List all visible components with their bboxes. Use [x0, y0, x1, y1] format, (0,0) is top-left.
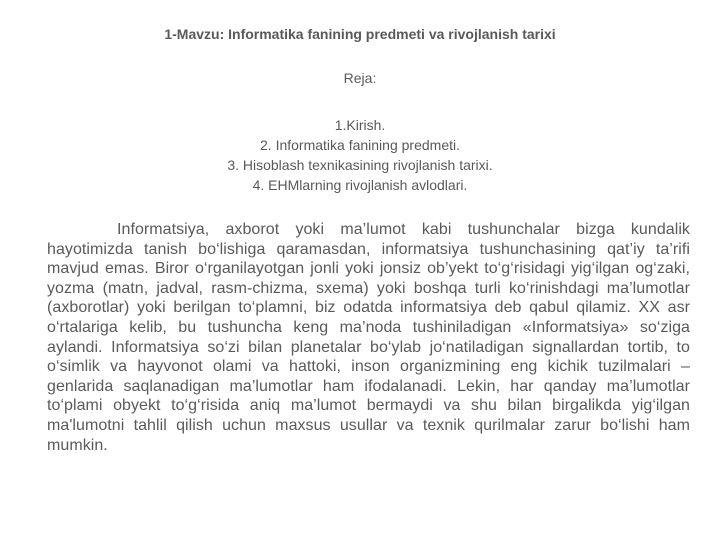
plan-item: 2. Informatika fanining predmeti. — [260, 137, 460, 153]
plan-item: 1.Kirish. — [334, 117, 386, 133]
plan-item: 3. Hisoblash texnikasining rivojlanish tarixi. — [227, 157, 493, 173]
slide-title: 1-Mavzu: Informatika fanining predmeti va rivojlanish tarixi — [164, 26, 556, 42]
plan-item: 4. EHMlarning rivojlanish avlodlari. — [252, 177, 468, 193]
plan-heading: Reja: — [343, 70, 377, 86]
plan-list — [0, 115, 720, 195]
body-paragraph: Informatsiya, axborot yoki ma’lumot kabi tushunchalar bizga kundalik hayotimizda tanish bo‘lishiga qaramasdan, informatsiya tushunchasining qat’iy ta’rifi mavjud emas. Biror o‘rganilayotgan jonli yoki jonsiz ob’yekt to‘g‘risidagi yig‘ilgan og‘zaki, yozma (matn, jadval, rasm-chizma, sxema) yoki boshqa turli ko‘rinishdagi ma’lumotlar (axborotlar) yoki berilgan to‘plamni, biz odatda informatsiya deb qabul qilamiz. XX asr o‘rtalariga kelib, bu tushuncha keng ma’noda tushiniladigan «Informatsiya» so‘ziga aylandi. Informatsiya so‘zi bilan planetalar bo‘ylab jo‘natiladigan signallardan tortib, to o‘simlik va hayvonot olami va hattoki, inson organizmining eng kichik tuzilmalari – genlarida saqlanadigan ma’lumotlar ham ifodalanadi. Lekin, har qanday ma’lumotlar to‘plami obyekt to‘g‘risida aniq ma’lumot bermaydi va shu bilan birgalikda yig‘ilgan ma'lumotni tahlil qilish uchun maxsus usullar va texnik qurilmalar zarur bo‘lishi ham mumkin. — [47, 221, 690, 454]
